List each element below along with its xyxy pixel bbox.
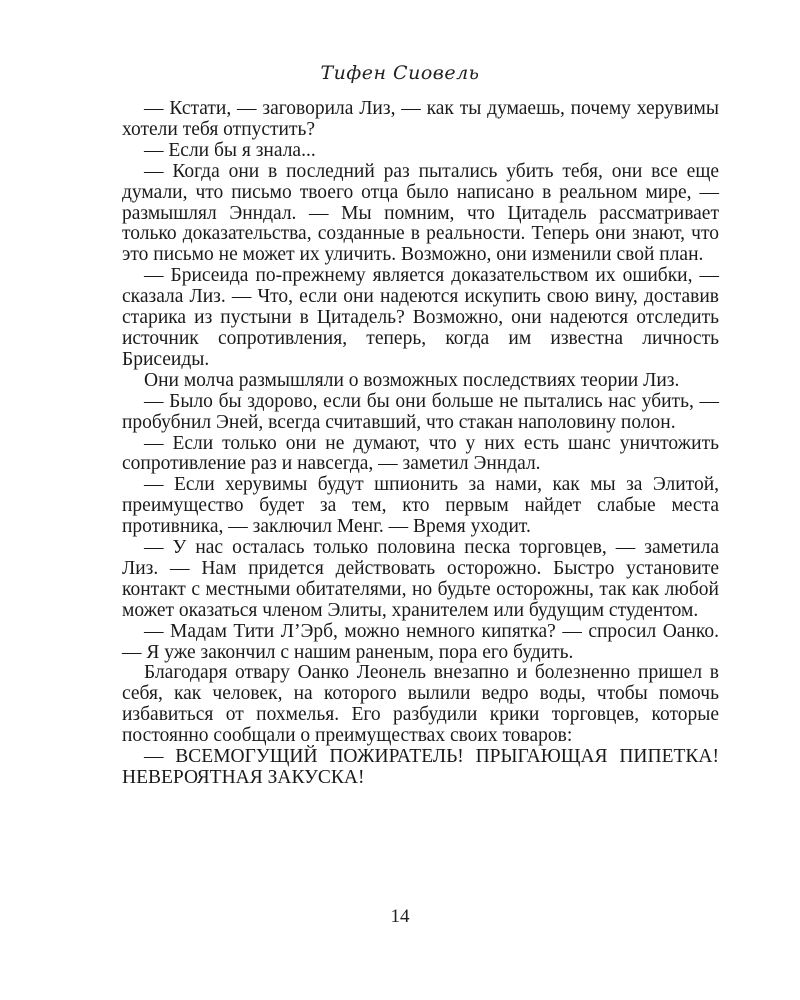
paragraph: — Если только они не думают, что у них есть шанс уничтожить сопротивление раз и навсегда, — заметил Энндал. [122, 432, 719, 475]
paragraph: — Когда они в последний раз пытались убить тебя, они все еще думали, что письмо твоего отца было написано в реальном мире, — размышлял Энндал. — Мы помним, что Цитадель рассматривает только доказательства, созданные в реальности. Теперь они знают, что это письмо не может их уличить. Возможно, они изменили свой план. [122, 160, 719, 266]
paragraph: — Если херувимы будут шпионить за нами, как мы за Элитой, преимущество будет за тем, кто первым найдет слабые места противника, — заключил Менг. — Время уходит. [122, 474, 719, 538]
paragraph: — Мадам Тити Л’Эрб, можно немного кипятка? — спросил Оанко. — Я уже закончил с нашим раненым, пора его будить. [122, 620, 719, 663]
paragraph: — Кстати, — заговорила Лиз, — как ты думаешь, почему херувимы хотели тебя отпустить? [122, 98, 719, 140]
paragraph: — Если бы я знала... [144, 139, 316, 161]
paragraph: — Брисеида по-прежнему является доказательством их ошибки, — сказала Лиз. — Что, если они надеются искупить свою вину, доставив старика из пустыни в Цитадель? Возможно, они надеются отследить источник сопротивления, теперь, когда им известна личность Брисеиды. [122, 265, 719, 370]
body-text [122, 99, 719, 789]
paragraph: — У нас осталась только половина песка торговцев, — заметила Лиз. — Нам придется действовать осторожно. Быстро установите контакт с местными обитателями, но будьте осторожны, так как любой может оказаться членом Элиты, хранителем или будущим студентом. [122, 537, 719, 621]
paragraph: Они молча размышляли о возможных последствиях теории Лиз. [144, 369, 680, 391]
page-number: 14 [390, 906, 410, 927]
paragraph: — ВСЕМОГУЩИЙ ПОЖИРАТЕЛЬ! ПРЫГАЮЩАЯ ПИПЕТКА! НЕВЕРОЯТНАЯ ЗАКУСКА! [122, 746, 719, 788]
paragraph: — Было бы здорово, если бы они больше не пытались нас убить, — пробубнил Эней, всегда считавший, что стакан наполовину полон. [122, 390, 719, 433]
running-head: Тифен Сиовель [320, 62, 480, 84]
paragraph: Благодаря отвару Оанко Леонель внезапно и болезненно пришел в себя, как человек, на которого вылили ведро воды, чтобы помочь избавиться от похмелья. Его разбудили крики торговцев, которые постоянно сообщали о преимуществах своих товаров: [122, 662, 719, 747]
